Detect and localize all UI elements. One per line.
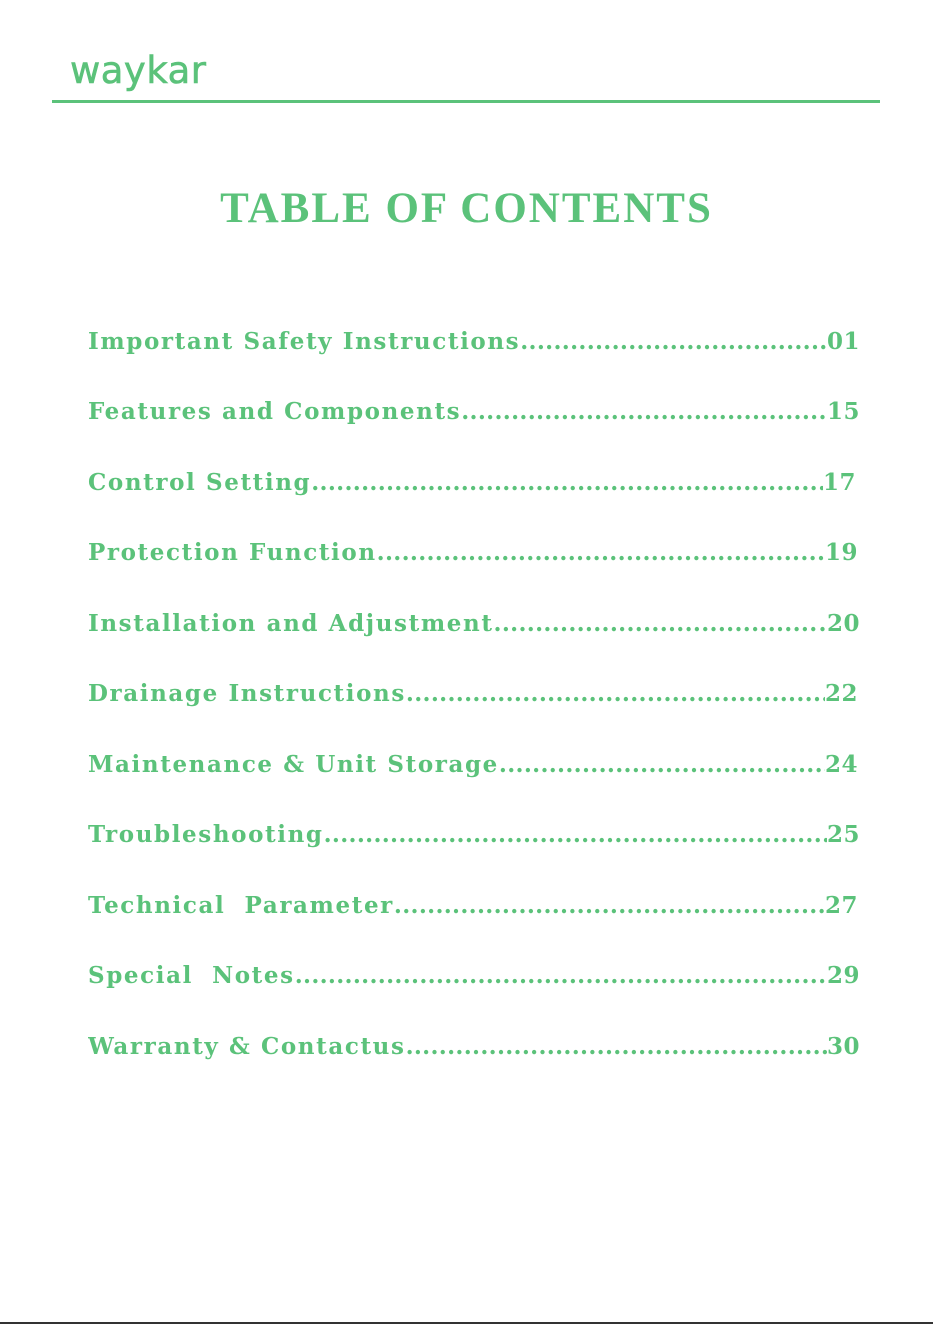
toc-entry-label: Important Safety Instructions [88,328,521,355]
toc-entry-page: 27 [824,892,858,919]
toc-entry-label: Troubleshooting [88,821,324,848]
toc-leader-dots [324,821,827,848]
toc-entry-label: Protection Function [88,539,377,566]
toc-entry-page: 01 [826,328,860,355]
toc-entry-label: Features and Components [88,398,462,425]
toc-entry [88,680,858,716]
toc-entry-label: Warranty & Contactus [88,1033,406,1060]
toc-entry-page: 22 [824,680,858,707]
toc-entry-page: 25 [826,821,860,848]
toc-leader-dots [377,539,825,566]
toc-leader-dots [311,469,823,496]
toc-entry [88,751,858,787]
toc-entry-page: 29 [826,962,860,989]
toc-entry [88,539,858,575]
page-title: TABLE OF CONTENTS [220,185,713,232]
toc-entry [88,328,860,364]
toc-entry [88,892,858,928]
toc-entry-page: .20 [818,610,860,637]
toc-leader-dots [406,680,825,707]
toc-leader-dots [494,610,819,637]
toc-entry [88,821,860,857]
toc-leader-dots [295,962,827,989]
toc-entry-page: 17 [822,469,856,496]
toc-entry [88,1033,860,1069]
toc-leader-dots [461,398,827,425]
toc-entry-label: Maintenance & Unit Storage [88,751,499,778]
toc-entry-page: 24 [824,751,858,778]
toc-entry-page: 30 [826,1033,860,1060]
toc-entry-page: 15 [826,398,860,425]
toc-entry-page: 19 [824,539,858,566]
brand-logo-wordmark: waykar [70,50,207,92]
toc-entry-label: Installation and Adjustment [88,610,494,637]
toc-entry-label: Drainage Instructions [88,680,406,707]
toc-entry [88,610,860,646]
header-divider [52,100,880,103]
toc-leader-dots [520,328,827,355]
toc-entry-label: Technical Parameter [88,892,394,919]
toc-entry [88,469,856,505]
brand-logo [70,50,230,96]
toc-entry-label: Special Notes [88,962,295,989]
toc-leader-dots [406,1033,827,1060]
toc-leader-dots [394,892,825,919]
toc-entry [88,962,860,998]
toc-leader-dots [499,751,825,778]
toc-entry [88,398,860,434]
toc-entry-label: Control Setting [88,469,312,496]
